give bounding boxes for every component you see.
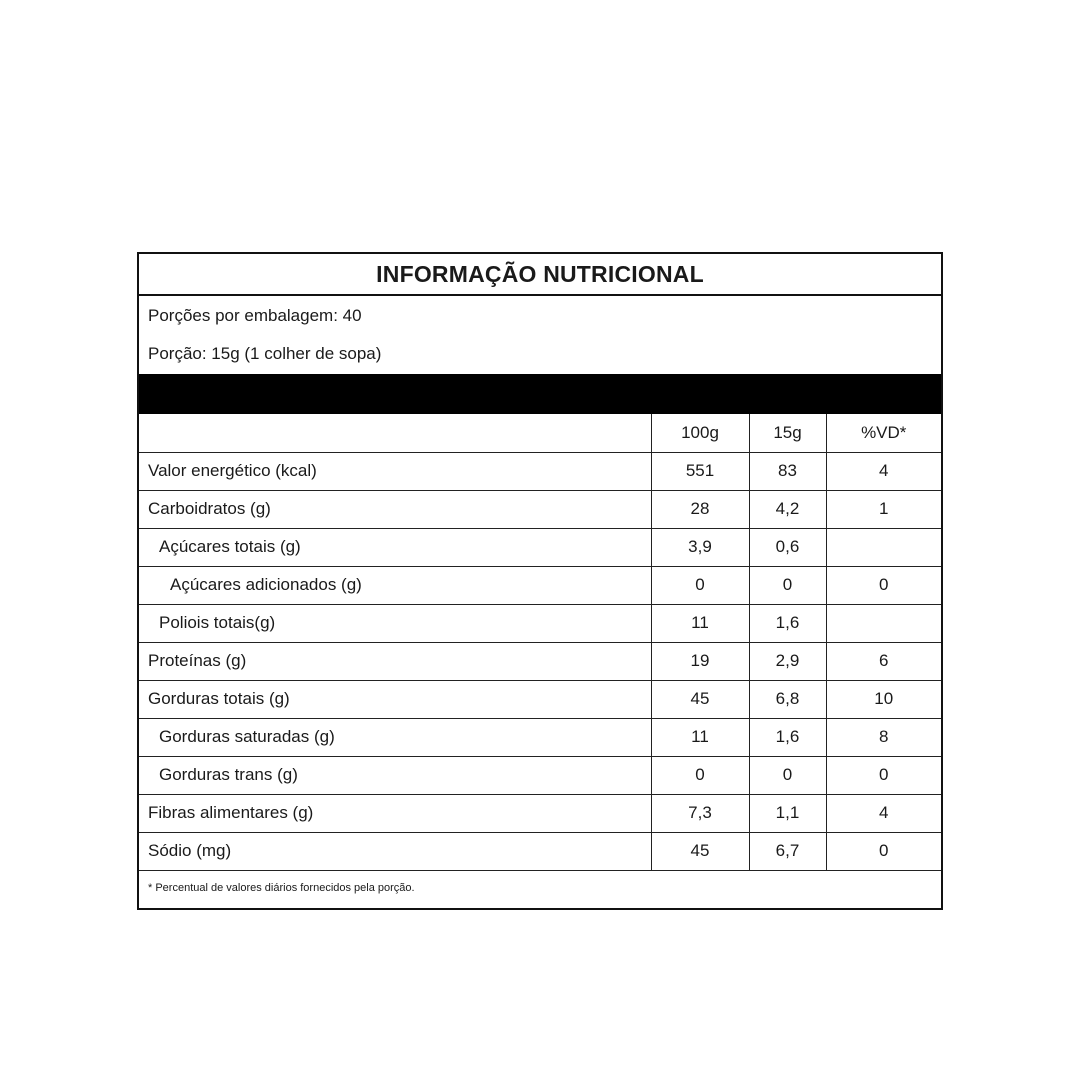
value-100g: 28 [651,490,749,528]
value-vd [826,528,941,566]
portion-size: Porção: 15g (1 colher de sopa) [148,344,382,363]
table-row [139,794,941,832]
value-100g: 11 [651,718,749,756]
value-100g: 19 [651,642,749,680]
table-row [139,528,941,566]
table-row [139,604,941,642]
value-15g: 1,6 [749,604,826,642]
nutrient-name: Proteínas (g) [139,642,651,680]
table-row [139,756,941,794]
value-15g: 6,7 [749,832,826,870]
value-100g: 3,9 [651,528,749,566]
value-15g: 0 [749,756,826,794]
nutrient-name: Fibras alimentares (g) [139,794,651,832]
header-vd: %VD* [826,414,941,452]
value-vd: 8 [826,718,941,756]
nutrition-facts-label [137,252,943,910]
label-title: INFORMAÇÃO NUTRICIONAL [139,254,941,296]
value-100g: 551 [651,452,749,490]
value-15g: 0 [749,566,826,604]
nutrient-name: Açúcares adicionados (g) [139,566,651,604]
value-15g: 1,1 [749,794,826,832]
portions-per-package: Porções por embalagem: 40 [148,306,362,325]
nutrient-name: Gorduras saturadas (g) [139,718,651,756]
table-row [139,452,941,490]
value-15g: 83 [749,452,826,490]
nutrient-name: Gorduras totais (g) [139,680,651,718]
table-row [139,642,941,680]
value-15g: 0,6 [749,528,826,566]
value-vd: 4 [826,452,941,490]
value-15g: 4,2 [749,490,826,528]
value-vd: 0 [826,832,941,870]
value-vd: 1 [826,490,941,528]
nutrient-name: Valor energético (kcal) [139,452,651,490]
table-row [139,718,941,756]
table-row [139,490,941,528]
nutrient-name: Carboidratos (g) [139,490,651,528]
table-row [139,566,941,604]
table-header-row [139,414,941,452]
value-15g: 6,8 [749,680,826,718]
header-100g: 100g [651,414,749,452]
value-100g: 45 [651,832,749,870]
nutrition-table [139,414,941,908]
value-100g: 0 [651,756,749,794]
header-nutrient [139,414,651,452]
value-vd: 0 [826,566,941,604]
nutrient-name: Gorduras trans (g) [139,756,651,794]
table-row [139,832,941,870]
value-vd: 10 [826,680,941,718]
value-100g: 0 [651,566,749,604]
nutrient-name: Açúcares totais (g) [139,528,651,566]
value-vd: 4 [826,794,941,832]
value-vd [826,604,941,642]
value-100g: 11 [651,604,749,642]
nutrient-name: Poliois totais(g) [139,604,651,642]
value-15g: 2,9 [749,642,826,680]
nutrient-name: Sódio (mg) [139,832,651,870]
value-vd: 6 [826,642,941,680]
value-vd: 0 [826,756,941,794]
value-100g: 7,3 [651,794,749,832]
table-row [139,680,941,718]
footnote: * Percentual de valores diários fornecidos pela porção. [148,882,415,894]
header-15g: 15g [749,414,826,452]
separator-bar [139,374,941,414]
value-100g: 45 [651,680,749,718]
value-15g: 1,6 [749,718,826,756]
